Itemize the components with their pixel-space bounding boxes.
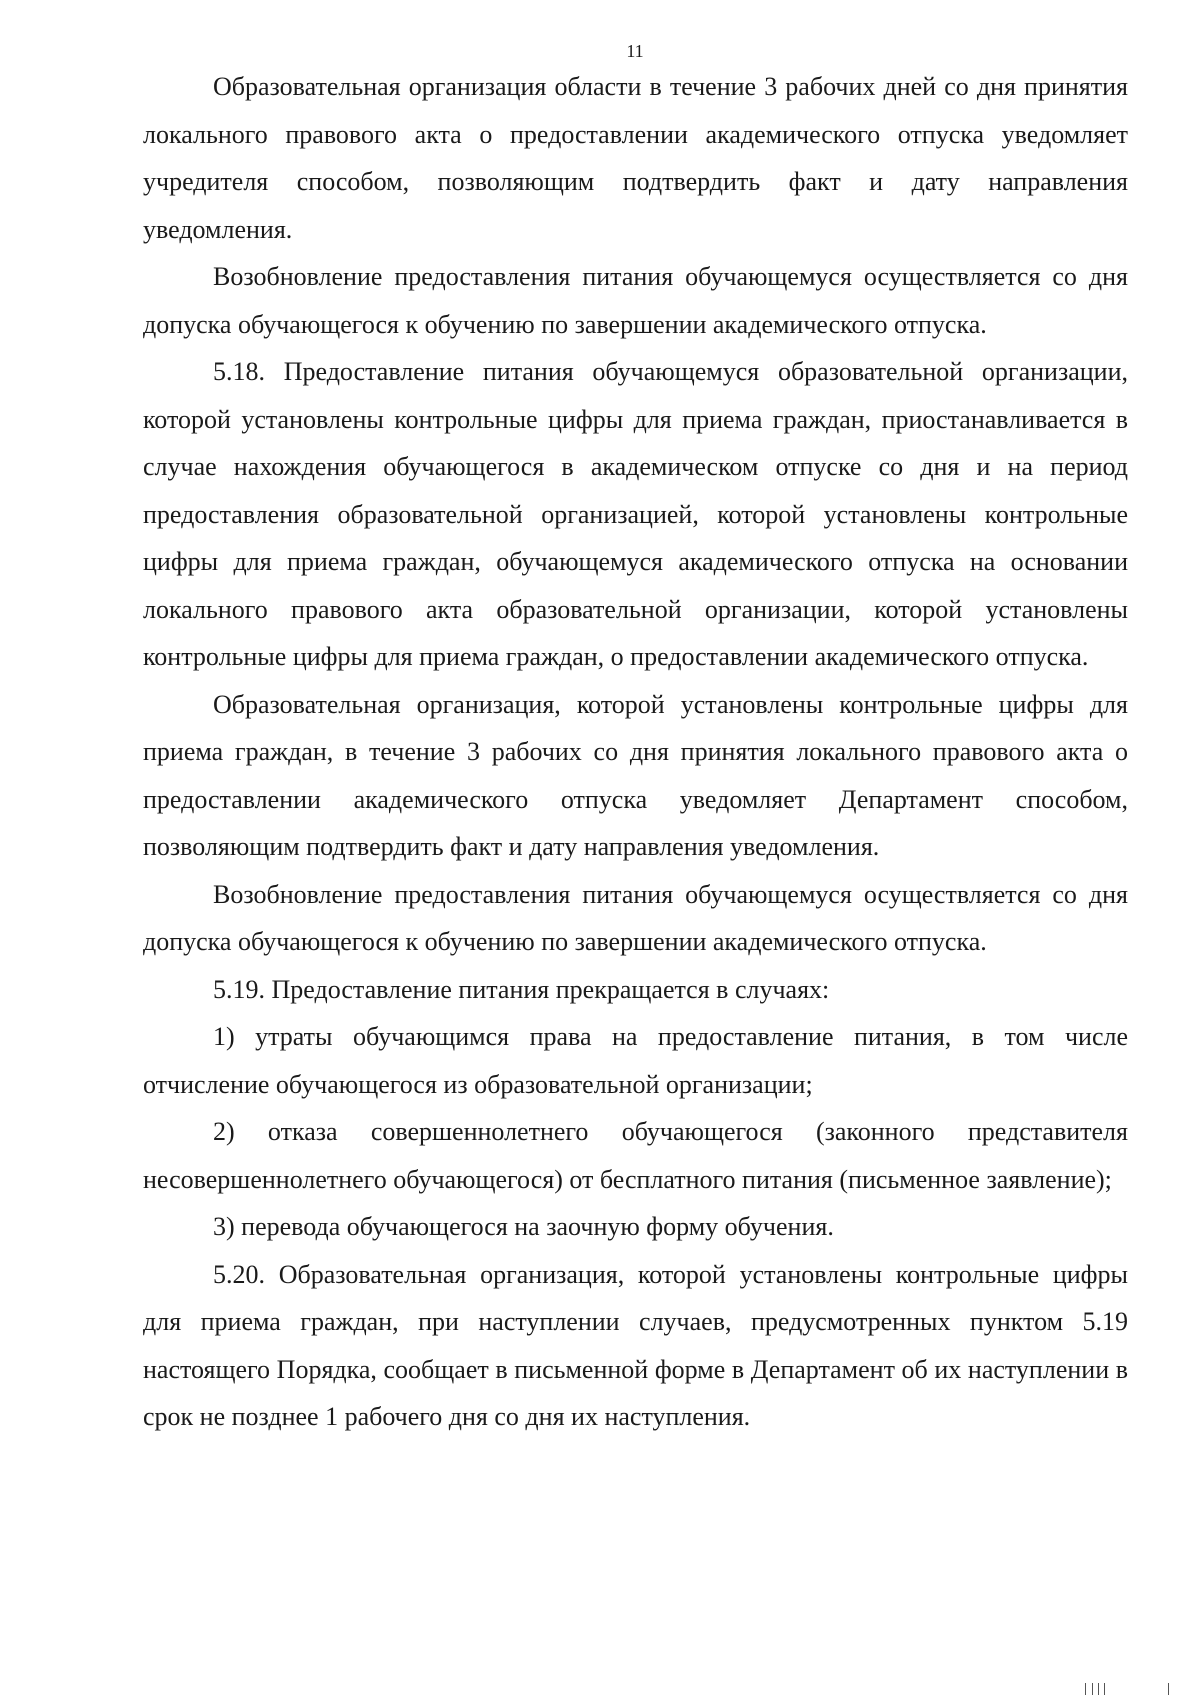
paragraph-case-3: 3) перевода обучающегося на заочную форму обучения. xyxy=(213,1212,834,1241)
paragraph-meal-resumption-2: Возобновление предоставления питания обучающемуся осуществляется со дня допуска обучающегося к обучению по завершении академического отпуска. xyxy=(143,879,1128,956)
paragraph-clause-5-19: 5.19. Предоставление питания прекращается в случаях: xyxy=(213,974,830,1004)
scan-edge-mark xyxy=(1092,1683,1093,1695)
page-number: 11 xyxy=(626,41,644,61)
paragraph-clause-5-18: 5.18. Предоставление питания обучающемуся образовательной организации, которой установлены контрольные цифры для приема граждан, приостанавливается в случае нахождения обучающегося в академическом отпуске со дня и на период предоставления образовательной организацией, которой установлены контрольные цифры для приема граждан, обучающемуся академического отпуска на основании локального правового акта образовательной организации, которой установлены контрольные цифры для приема граждан, о предоставлении академического отпуска. xyxy=(143,357,1128,671)
paragraph-meal-resumption: Возобновление предоставления питания обучающемуся осуществляется со дня допуска обучающегося к обучению по завершении академического отпуска. xyxy=(143,262,1128,339)
scan-edge-mark xyxy=(1085,1683,1086,1695)
document-body xyxy=(143,63,1128,1441)
scan-edge-mark xyxy=(1098,1683,1099,1695)
paragraph-academic-leave-notice: Образовательная организация области в течение 3 рабочих дней со дня принятия локального правового акта о предоставлении академического отпуска уведомляет учредителя способом, позволяющим подтвердить факт и дату направления уведомления. xyxy=(143,72,1128,244)
scan-edge-mark xyxy=(1104,1683,1105,1695)
paragraph-case-2: 2) отказа совершеннолетнего обучающегося (законного представителя несовершеннолетнего обучающегося) от бесплатного питания (письменное заявление); xyxy=(143,1117,1128,1194)
paragraph-case-1: 1) утраты обучающимся права на предоставление питания, в том числе отчисление обучающегося из образовательной организации; xyxy=(143,1022,1128,1099)
paragraph-department-notice: Образовательная организация, которой установлены контрольные цифры для приема граждан, в течение 3 рабочих со дня принятия локального правового акта о предоставлении академического отпуска уведомляет Департамент способом, позволяющим подтвердить факт и дату направления уведомления. xyxy=(143,689,1128,861)
scan-edge-mark xyxy=(1168,1683,1169,1695)
paragraph-clause-5-20: 5.20. Образовательная организация, которой установлены контрольные цифры для приема граждан, при наступлении случаев, предусмотренных пунктом 5.19 настоящего Порядка, сообщает в письменной форме в Департамент об их наступлении в срок не позднее 1 рабочего дня со дня их наступления. xyxy=(143,1259,1128,1431)
